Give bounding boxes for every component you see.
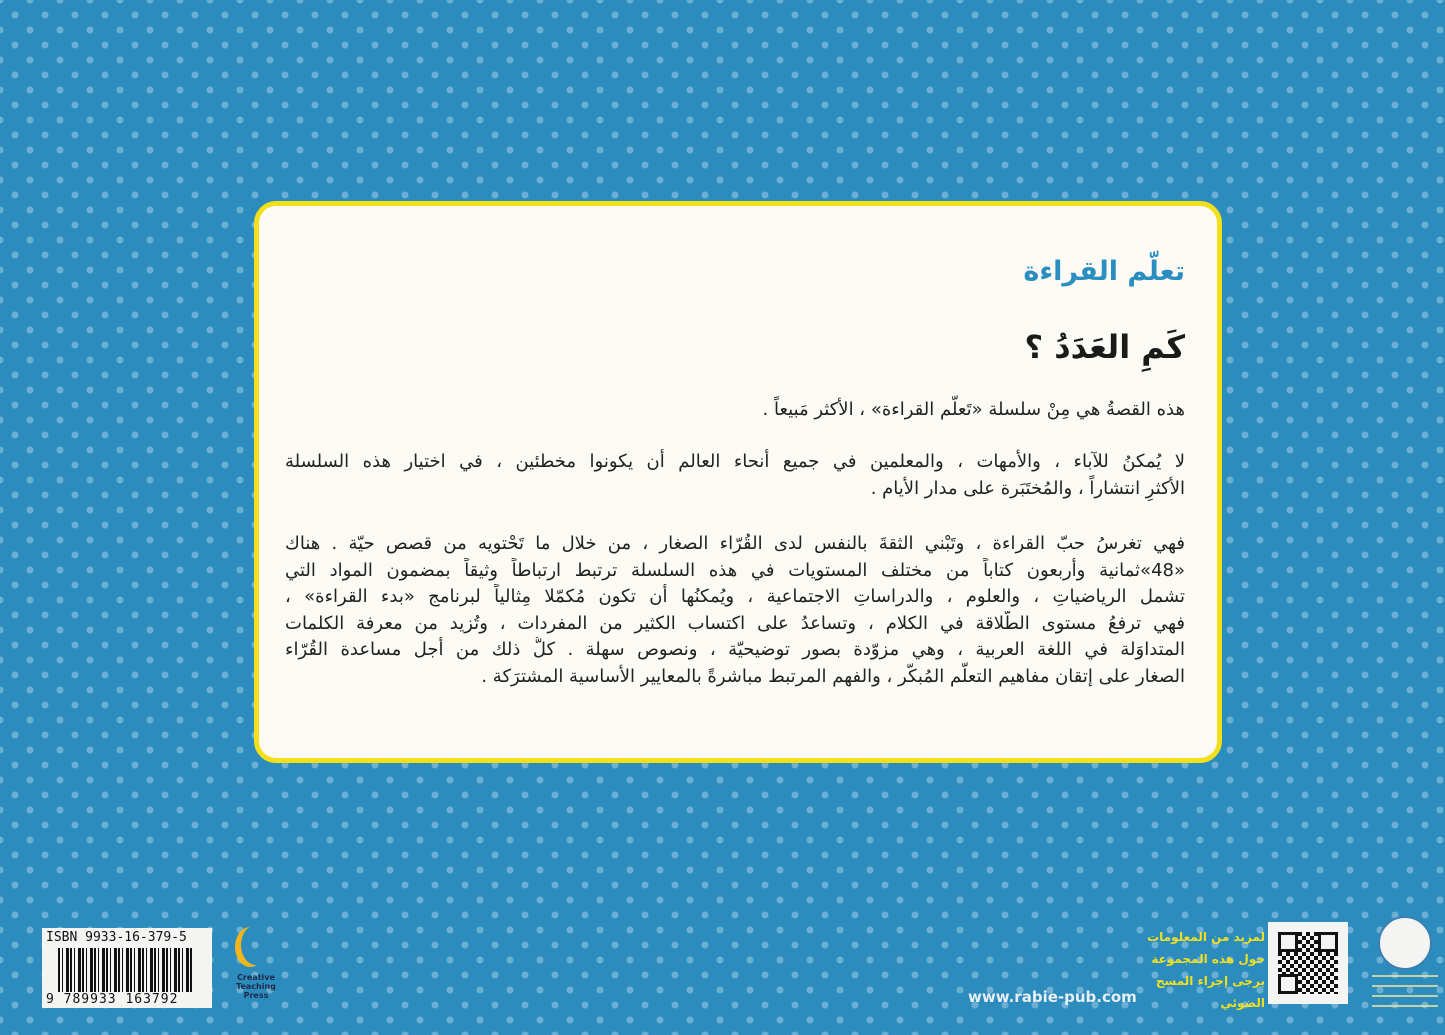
text-line: الأكثرِ انتشاراً ، والمُختَبَرة على مدار الأيام .	[870, 477, 1185, 499]
qr-info-line: الضوئي	[1220, 996, 1265, 1010]
text-line: الصغار على إتقان مفاهيم التعلّم المُبكّر ، والفهم المرتبط مباشرةً بالمعايير الأساسية المشترَكة .	[481, 665, 1185, 687]
moon-logo-icon	[241, 925, 271, 965]
text-line: تشمل الرياضياتِ ، والعلوم ، والدراساتِ الاجتماعية ، ويُمكنُها أن تكون مُكمّلا مِثالياً لبرنامج «بدء القراءة» ،	[285, 586, 1185, 607]
qr-info-line: حول هذه المجموعة	[1151, 952, 1265, 966]
description-panel	[254, 201, 1222, 763]
paragraph-3	[285, 531, 1185, 690]
text-line: هذه القصةُ هي مِنْ سلسلة «تَعلّم القراءة» ، الأكثر مَبيعاً .	[762, 399, 1185, 420]
ean-number: 9 789933 163792	[46, 992, 179, 1007]
qr-info-line: يرجى إجراء المسح	[1155, 974, 1265, 988]
isbn-number: ISBN 9933-16-379-5	[46, 930, 187, 945]
series-title: تعلّم القراءة	[1023, 256, 1185, 287]
qr-code[interactable]	[1268, 922, 1348, 1004]
qr-info-line: لمزيد من المعلومات	[1147, 930, 1265, 944]
text-line: فهي تغرسُ حبّ القراءة ، وتَبْني الثقةَ بالنفس لدى القُرّاء الصغار ، من خلال ما تَحْتويه من قصص حيّة . هناك	[285, 533, 1185, 554]
qr-info-text	[1147, 926, 1265, 1014]
award-badge-icon	[1378, 916, 1432, 970]
text-line: لا يُمكنُ للآباء ، والأمهات ، والمعلمين في جميع أنحاء العالم أن يكونوا مخطئين ، في اختيار هذه السلسلة	[285, 451, 1185, 472]
publisher-logo-text: Creative Teaching Press	[236, 973, 276, 1000]
isbn-barcode	[42, 928, 212, 1008]
qr-finder-icon	[1278, 974, 1298, 994]
barcode-bars	[58, 948, 193, 992]
publisher-logo	[232, 925, 280, 1015]
book-title: كَمِ العَدَدُ ؟	[1024, 328, 1185, 366]
website-link[interactable]: www.rabie-pub.com	[968, 988, 1137, 1006]
qr-finder-icon	[1318, 932, 1338, 952]
qr-finder-icon	[1278, 932, 1298, 952]
text-line: «48»ثمانية وأربعون كتاباً من مختلف المستويات في هذه السلسلة ترتبط ارتباطاً وثيقاً بمضمون المواد التي	[285, 559, 1185, 581]
text-line: المتداوَلة في اللغة العربية ، وهي مزوّدة بصور توضيحيّة ، ونصوص سهلة . كلُّ ذلك من أجل مساعدة القُرّاء	[285, 639, 1185, 660]
paragraph-1	[285, 397, 1185, 424]
text-line: فهي ترفعُ مستوى الطّلاقة في الكلام ، وتساعدُ على اكتساب الكثير من المفردات ، وتُزيد من معرفة الكلمات	[285, 612, 1185, 634]
award-caption	[1372, 970, 1438, 1015]
paragraph-2	[285, 449, 1185, 502]
